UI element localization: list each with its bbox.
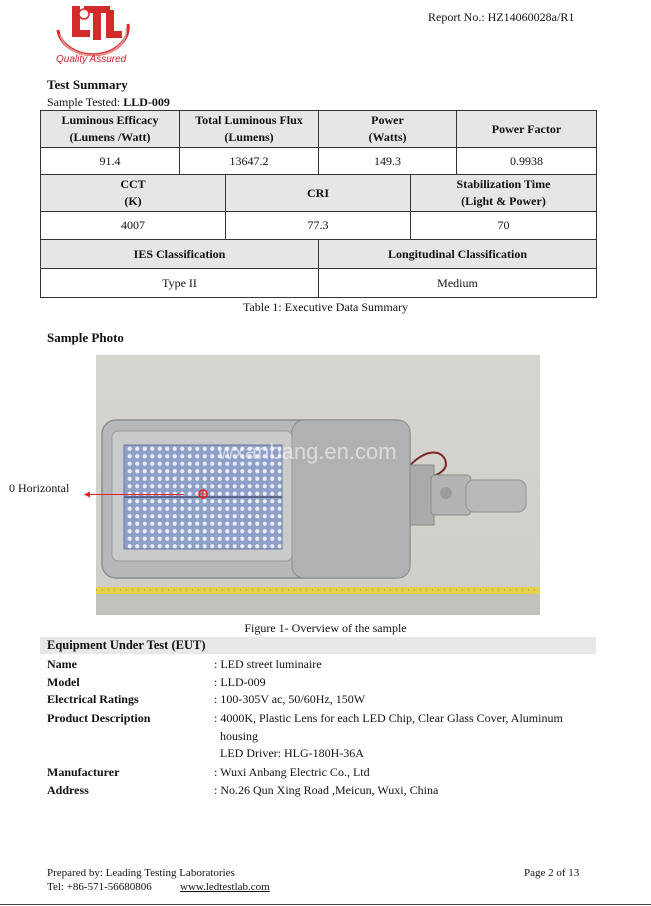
- header-cri: CRI: [226, 175, 411, 212]
- footer-prepared-by: Prepared by: Leading Testing Laboratories: [47, 867, 235, 879]
- eut-value-product-description: : 4000K, Plastic Lens for each LED Chip, Clear Glass Cover, Aluminum: [214, 711, 563, 725]
- annotation-arrow-icon: [84, 491, 184, 498]
- horizontal-annotation: 0 Horizontal: [9, 481, 70, 495]
- summary-table-row3: [40, 239, 597, 298]
- footer-tel: Tel: +86-571-56680806: [47, 881, 152, 893]
- eut-label-manufacturer: Manufacturer: [47, 765, 120, 779]
- header-stabilization-time: Stabilization Time (Light & Power): [411, 175, 597, 212]
- eut-value-manufacturer: : Wuxi Anbang Electric Co., Ltd: [214, 765, 370, 779]
- figure-caption: Figure 1- Overview of the sample: [244, 621, 407, 635]
- sample-photo-title: Sample Photo: [47, 330, 124, 345]
- table-caption: Table 1: Executive Data Summary: [242, 300, 409, 314]
- sample-tested: [47, 95, 170, 110]
- header-power-factor: Power Factor: [457, 111, 597, 148]
- eut-value-name: : LED street luminaire: [214, 657, 322, 671]
- sample-tested-label: Sample Tested:: [47, 95, 124, 109]
- eut-title: Equipment Under Test (EUT): [47, 638, 206, 652]
- header-luminous-efficacy: Luminous Efficacy (Lumens /Watt): [41, 111, 180, 148]
- eut-label-electrical-ratings: Electrical Ratings: [47, 692, 139, 706]
- header-total-luminous-flux: Total Luminous Flux (Lumens): [180, 111, 319, 148]
- value-stabilization-time: 70: [411, 212, 597, 240]
- eut-label-product-description: Product Description: [47, 711, 151, 725]
- eut-value-address: : No.26 Qun Xing Road ,Meicun, Wuxi, China: [214, 783, 439, 797]
- value-ies-classification: Type II: [41, 269, 319, 298]
- summary-table-row1: [40, 110, 597, 175]
- value-cri: 77.3: [226, 212, 411, 240]
- sample-photo: [96, 355, 540, 615]
- header-ies-classification: IES Classification: [41, 240, 319, 269]
- sample-tested-value: LLD-009: [123, 95, 170, 109]
- eut-value-led-driver: LED Driver: HLG-180H-36A: [220, 746, 364, 760]
- eut-label-address: Address: [47, 783, 89, 797]
- bottom-rule: [0, 904, 651, 905]
- value-luminous-efficacy: 91.4: [41, 148, 180, 175]
- eut-value-electrical-ratings: : 100-305V ac, 50/60Hz, 150W: [214, 692, 366, 706]
- value-total-luminous-flux: 13647.2: [180, 148, 319, 175]
- footer-website-link[interactable]: www.ledtestlab.com: [180, 881, 270, 893]
- header-cct: CCT (K): [41, 175, 226, 212]
- summary-table-row2: [40, 174, 597, 240]
- value-power: 149.3: [319, 148, 457, 175]
- header-power: Power (Watts): [319, 111, 457, 148]
- footer-page-number: Page 2 of 13: [524, 867, 580, 879]
- report-number: Report No.: HZ14060028a/R1: [428, 10, 575, 24]
- logo-tagline: Quality Assured: [56, 54, 127, 65]
- value-longitudinal-classification: Medium: [319, 269, 597, 298]
- test-summary-title: Test Summary: [47, 77, 128, 92]
- eut-value-product-description-cont: housing: [220, 729, 259, 743]
- photo-watermark: wxanbang.en.com: [218, 439, 397, 464]
- eut-value-model: : LLD-009: [214, 675, 266, 689]
- value-power-factor: 0.9938: [457, 148, 597, 175]
- value-cct: 4007: [41, 212, 226, 240]
- header-longitudinal-classification: Longitudinal Classification: [319, 240, 597, 269]
- eut-label-model: Model: [47, 675, 80, 689]
- eut-label-name: Name: [47, 657, 77, 671]
